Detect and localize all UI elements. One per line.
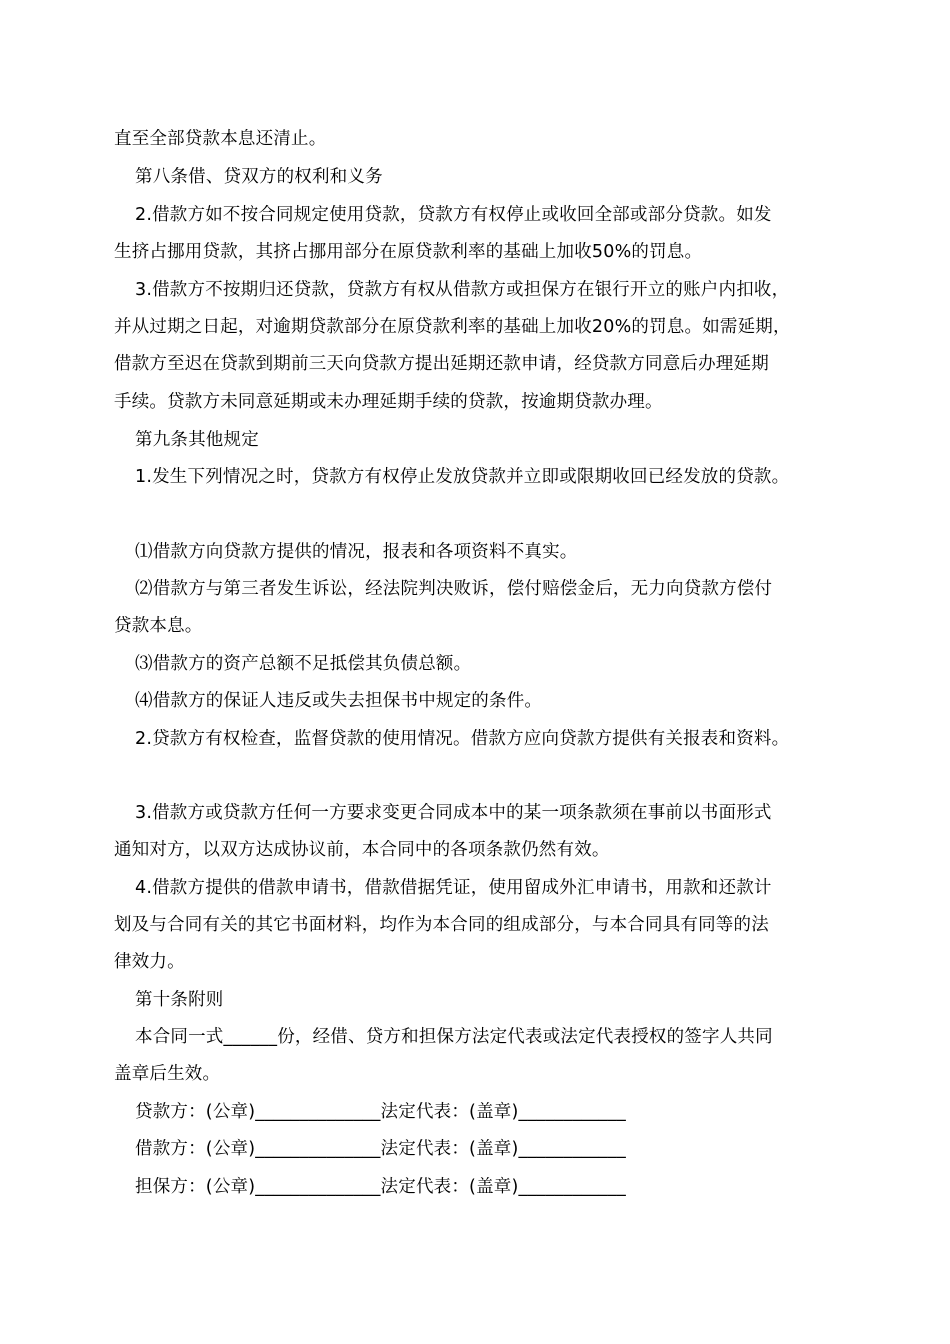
text-line: ⑴借款方向贷款方提供的情况，报表和各项资料不真实。 — [135, 542, 578, 562]
signature-line-borrower: 借款方：(公章)______________法定代表：(盖章)____________ — [135, 1139, 626, 1159]
text-line: ⑵借款方与第三者发生诉讼，经法院判决败诉，偿付赔偿金后，无力向贷款方偿付 — [135, 579, 773, 599]
text-line: 生挤占挪用贷款，其挤占挪用部分在原贷款利率的基础上加收50%的罚息。 — [114, 242, 703, 262]
text-line: 盖章后生效。 — [114, 1064, 221, 1084]
text-line: 律效力。 — [114, 952, 185, 972]
section-heading: 第十条附则 — [135, 990, 224, 1010]
section-heading: 第八条借、贷双方的权利和义务 — [135, 167, 383, 187]
text-line: 并从过期之日起，对逾期贷款部分在原贷款利率的基础上加收20%的罚息。如需延期， — [114, 317, 791, 337]
text-line: ⑶借款方的资产总额不足抵偿其负债总额。 — [135, 654, 472, 674]
text-line: 手续。贷款方未同意延期或未办理延期手续的贷款，按逾期贷款办理。 — [114, 392, 663, 412]
text-line: 划及与合同有关的其它书面材料，均作为本合同的组成部分，与本合同具有同等的法 — [114, 915, 769, 935]
text-line: 1.发生下列情况之时，贷款方有权停止发放贷款并立即或限期收回已经发放的贷款。 — [135, 467, 790, 487]
text-line: 通知对方，以双方达成协议前，本合同中的各项条款仍然有效。 — [114, 840, 610, 860]
section-heading: 第九条其他规定 — [135, 430, 259, 450]
signature-line-guarantor: 担保方：(公章)______________法定代表：(盖章)____________ — [135, 1177, 626, 1197]
text-line: 2.贷款方有权检查，监督贷款的使用情况。借款方应向贷款方提供有关报表和资料。 — [135, 729, 790, 749]
text-line: 3.借款方或贷款方任何一方要求变更合同成本中的某一项条款须在事前以书面形式 — [135, 803, 772, 823]
text-line: 4.借款方提供的借款申请书，借款借据凭证，使用留成外汇申请书，用款和还款计 — [135, 878, 772, 898]
text-line: 本合同一式______份，经借、贷方和担保方法定代表或法定代表授权的签字人共同 — [135, 1027, 773, 1047]
text-line: 贷款本息。 — [114, 616, 203, 636]
text-line: 直至全部贷款本息还清止。 — [114, 129, 327, 149]
text-line: 3.借款方不按期归还贷款，贷款方有权从借款方或担保方在银行开立的账户内扣收， — [135, 280, 790, 300]
text-line: 2.借款方如不按合同规定使用贷款，贷款方有权停止或收回全部或部分贷款。如发 — [135, 205, 772, 225]
text-line: 借款方至迟在贷款到期前三天向贷款方提出延期还款申请，经贷款方同意后办理延期 — [114, 354, 769, 374]
text-line: ⑷借款方的保证人违反或失去担保书中规定的条件。 — [135, 691, 543, 711]
signature-line-lender: 贷款方：(公章)______________法定代表：(盖章)____________ — [135, 1102, 626, 1122]
